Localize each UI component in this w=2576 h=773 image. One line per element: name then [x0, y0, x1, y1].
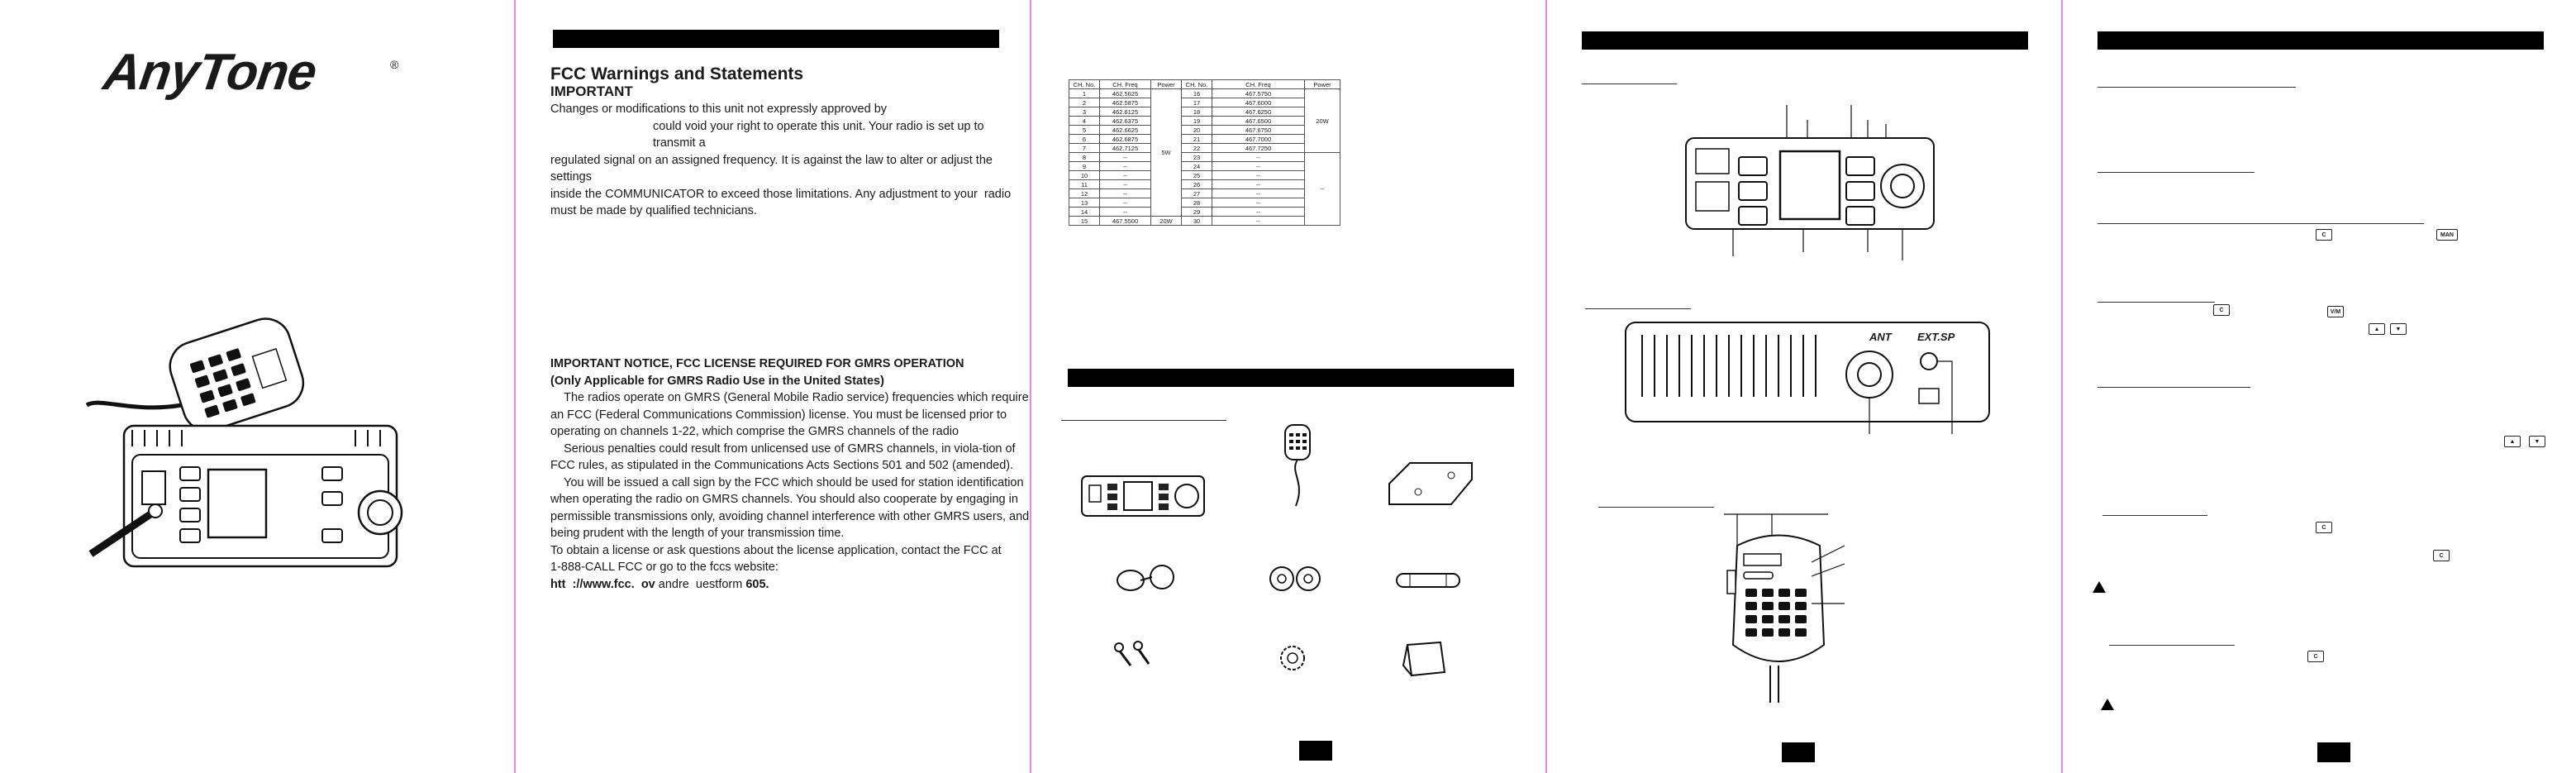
brand-name: AnyTone	[100, 44, 320, 101]
table-cell: 19	[1182, 117, 1212, 126]
table-cell: 7	[1069, 144, 1100, 153]
table-cell: 462.5625	[1100, 89, 1151, 98]
up-key-icon: ▲	[2504, 436, 2521, 447]
gmrs-line: You will be issued a call sign by the FCC which should be used for station identification	[550, 475, 1024, 489]
table-cell: --	[1100, 189, 1151, 198]
table-cell: 12	[1069, 189, 1100, 198]
table-cell: 27	[1182, 189, 1212, 198]
table-cell: --	[1100, 198, 1151, 208]
table-cell: 22	[1182, 144, 1212, 153]
c-key-icon: C	[2433, 550, 2450, 561]
table-cell: 462.7125	[1100, 144, 1151, 153]
table-cell: 3	[1069, 107, 1100, 117]
table-cell: 23	[1182, 153, 1212, 162]
subheading-underline	[1585, 308, 1691, 309]
gmrs-line: FCC rules, as stipulated in the Communications Acts Sections 501 and 502 (amended).	[550, 459, 1014, 472]
table-cell: 26	[1182, 180, 1212, 189]
section-header-bar	[2097, 31, 2544, 50]
table-header: CH. No.	[1069, 80, 1100, 89]
table-cell: 467.7000	[1212, 135, 1305, 144]
operation-panel	[2063, 0, 2576, 773]
table-cell: --	[1212, 180, 1305, 189]
subheading-underline	[2097, 223, 2424, 224]
fuse-accessory-icon	[1395, 570, 1461, 591]
table-row	[1069, 126, 1340, 135]
page-number-box	[1782, 742, 1815, 762]
table-row	[1069, 171, 1340, 180]
table-cell: 11	[1069, 180, 1100, 189]
frequency-table	[1069, 79, 1340, 226]
page-number-box	[2317, 742, 2350, 762]
table-cell: 2	[1069, 98, 1100, 107]
microphone-accessory-icon	[1281, 423, 1314, 506]
screws-accessory-icon	[1114, 641, 1155, 674]
c-key-icon: C	[2213, 304, 2230, 316]
man-key-icon: MAN	[2436, 229, 2458, 241]
table-cell: --	[1212, 189, 1305, 198]
table-cell: 13	[1069, 198, 1100, 208]
table-row	[1069, 153, 1340, 162]
gmrs-line: an FCC (Federal Communications Commission) license. You must be licensed prior to	[550, 408, 1007, 422]
table-cell: --	[1212, 171, 1305, 180]
bracket-accessory-icon	[1385, 459, 1476, 508]
table-cell: 467.6750	[1212, 126, 1305, 135]
gmrs-applicability: (Only Applicable for GMRS Radio Use in the United States)	[550, 374, 884, 388]
table-cell: --	[1100, 180, 1151, 189]
front-panel-diagram	[1621, 103, 1936, 269]
table-cell: 17	[1182, 98, 1212, 107]
table-cell: 4	[1069, 117, 1100, 126]
table-row	[1069, 180, 1340, 189]
table-row	[1069, 144, 1340, 153]
table-cell: 25	[1182, 171, 1212, 180]
gmrs-notice-title: IMPORTANT NOTICE, FCC LICENSE REQUIRED FOR GMRS OPERATION	[550, 357, 964, 370]
gmrs-line: To obtain a license or ask questions about the license application, contact the FCC at	[550, 543, 1002, 557]
ant-label: ANT	[1869, 331, 1892, 343]
gmrs-website	[550, 576, 1030, 594]
knob-screws-accessory-icon	[1114, 562, 1180, 595]
up-key-icon: ▲	[2369, 323, 2385, 335]
gmrs-line: permissible transmissions only, avoiding channel interference with other GMRS users, and	[550, 509, 1030, 523]
table-cell: 29	[1182, 208, 1212, 217]
table-cell: 15	[1069, 217, 1100, 226]
subheading-underline	[2097, 387, 2250, 388]
table-cell: 467.6500	[1212, 117, 1305, 126]
important-label: IMPORTANT	[550, 84, 633, 99]
table-cell: --	[1212, 153, 1305, 162]
table-cell: --	[1100, 162, 1151, 171]
power-cell: 5W	[1151, 89, 1182, 217]
subheading-underline	[2097, 87, 2296, 88]
diagram-panel	[1547, 0, 2061, 773]
table-header: Power	[1305, 80, 1340, 89]
gmrs-line: 1-888-CALL FCC or go to the fccs website:	[550, 561, 779, 574]
warning-icon	[2093, 581, 2106, 593]
table-cell: 24	[1182, 162, 1212, 171]
table-cell: 6	[1069, 135, 1100, 144]
table-header-row	[1069, 80, 1340, 89]
power-cell: --	[1305, 153, 1340, 226]
vm-key-icon: V/M	[2327, 306, 2344, 317]
radio-accessory-icon	[1081, 475, 1205, 517]
table-cell: 467.7250	[1212, 144, 1305, 153]
table-row	[1069, 98, 1340, 107]
channel-panel	[1031, 0, 1545, 773]
table-cell: 21	[1182, 135, 1212, 144]
table-cell: 467.5750	[1212, 89, 1305, 98]
table-header: CH. No.	[1182, 80, 1212, 89]
table-cell: 462.6125	[1100, 107, 1151, 117]
subheading-underline	[1061, 420, 1226, 421]
table-row	[1069, 208, 1340, 217]
gmrs-notice	[550, 355, 1030, 593]
power-cell: 20W	[1151, 217, 1182, 226]
table-cell: 14	[1069, 208, 1100, 217]
table-cell: 462.6625	[1100, 126, 1151, 135]
subheading-underline	[2097, 172, 2255, 173]
fcc-line: inside the COMMUNICATOR to exceed those limitations. Any adjustment to your radio	[550, 187, 1012, 201]
fcc-line: regulated signal on an assigned frequency. It is against the law to alter or adjust the settings	[550, 153, 996, 184]
table-cell: 467.6000	[1212, 98, 1305, 107]
table-cell: 28	[1182, 198, 1212, 208]
website-mid: andre uestform	[655, 577, 746, 591]
table-header: Power	[1151, 80, 1182, 89]
table-cell: 10	[1069, 171, 1100, 180]
table-row	[1069, 89, 1340, 98]
table-cell: --	[1212, 162, 1305, 171]
gmrs-line: The radios operate on GMRS (General Mobile Radio service) frequencies which require	[550, 391, 1029, 404]
table-row	[1069, 117, 1340, 126]
down-key-icon: ▼	[2390, 323, 2407, 335]
gmrs-line: Serious penalties could result from unlicensed use of GMRS channels, in viola-tion of	[550, 441, 1016, 456]
table-cell: 1	[1069, 89, 1100, 98]
radio-illustration	[83, 306, 430, 579]
table-row	[1069, 198, 1340, 208]
c-key-icon: C	[2307, 651, 2324, 662]
lock-washer-accessory-icon	[1278, 643, 1307, 673]
table-cell: 8	[1069, 153, 1100, 162]
gmrs-line: operating on channels 1-22, which comprise the GMRS channels of the radio	[550, 425, 959, 438]
gmrs-line: being prudent with the length of your transmission time.	[550, 527, 845, 540]
fcc-line: Changes or modifications to this unit not expressly approved by	[550, 103, 888, 116]
subheading-underline	[2102, 515, 2207, 516]
subheading-underline	[2109, 645, 2235, 646]
table-cell: --	[1212, 208, 1305, 217]
page-number-box	[1299, 741, 1332, 761]
section-header-bar	[1582, 31, 2028, 50]
table-header: CH. Freq	[1212, 80, 1305, 89]
table-row	[1069, 107, 1340, 117]
registered-mark: ®	[390, 58, 399, 71]
table-cell: --	[1212, 198, 1305, 208]
fcc-title: FCC Warnings and Statements	[550, 64, 804, 84]
power-cell: 20W	[1305, 89, 1340, 153]
subheading-underline	[1598, 507, 1714, 508]
ext-sp-label: EXT.SP	[1917, 331, 1955, 343]
washers-accessory-icon	[1267, 565, 1325, 594]
table-cell: 30	[1182, 217, 1212, 226]
table-row	[1069, 217, 1340, 226]
table-cell: 18	[1182, 107, 1212, 117]
website-prefix: htt ://www.fcc. ov	[550, 577, 655, 591]
table-cell: 5	[1069, 126, 1100, 135]
table-row	[1069, 135, 1340, 144]
table-cell: 9	[1069, 162, 1100, 171]
fcc-line: could void your right to operate this unit. Your radio is set up to transmit a	[653, 119, 988, 150]
fcc-panel	[516, 0, 1030, 773]
fcc-paragraph	[550, 101, 1030, 220]
c-key-icon: C	[2316, 522, 2332, 533]
table-cell: 462.6375	[1100, 117, 1151, 126]
microphone-diagram	[1721, 513, 1861, 711]
table-cell: --	[1100, 153, 1151, 162]
manual-accessory-icon	[1399, 641, 1449, 678]
table-header: CH. Freq	[1100, 80, 1151, 89]
table-cell: --	[1100, 208, 1151, 217]
table-cell: 467.6250	[1212, 107, 1305, 117]
fcc-line: must be made by qualified technicians.	[550, 204, 757, 217]
table-cell: --	[1212, 217, 1305, 226]
down-key-icon: ▼	[2529, 436, 2545, 447]
table-cell: 462.5875	[1100, 98, 1151, 107]
cover-panel	[0, 0, 514, 773]
gmrs-line: when operating the radio on GMRS channels. You should also cooperate by engaging in	[550, 493, 1018, 506]
section-header-bar	[553, 30, 999, 48]
warning-icon	[2101, 699, 2114, 710]
c-key-icon: C	[2316, 229, 2332, 241]
table-cell: 16	[1182, 89, 1212, 98]
website-number: 605.	[745, 577, 769, 591]
table-cell: 462.6875	[1100, 135, 1151, 144]
subheading-underline	[2097, 302, 2215, 303]
table-cell: 20	[1182, 126, 1212, 135]
brand-logo	[100, 43, 320, 102]
table-row	[1069, 162, 1340, 171]
table-cell: 467.5500	[1100, 217, 1151, 226]
section-header-bar	[1068, 369, 1514, 387]
table-row	[1069, 189, 1340, 198]
table-cell: --	[1100, 171, 1151, 180]
